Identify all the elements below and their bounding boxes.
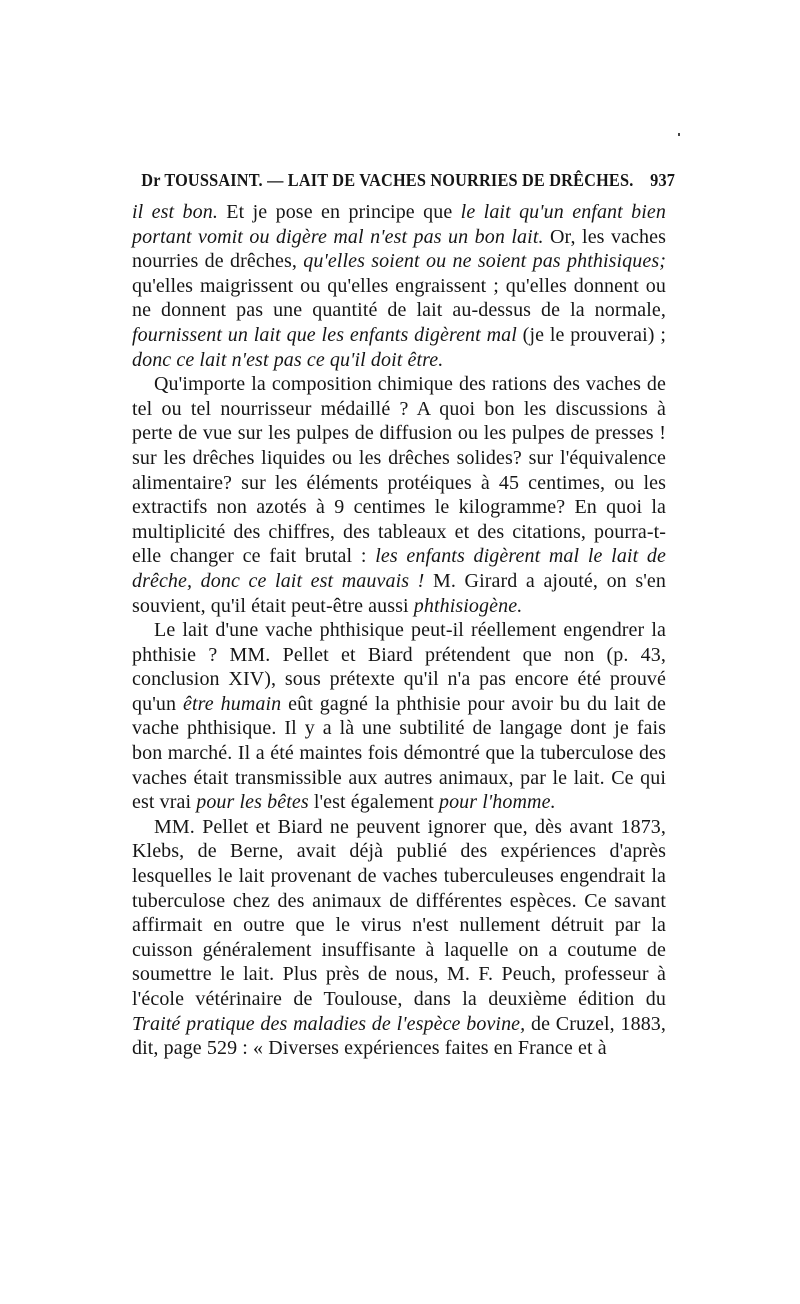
italic-run: Traité pratique des maladies de l'espèce bovine,: [132, 1012, 526, 1035]
paragraph: [132, 815, 666, 1061]
italic-run: phthisiogène.: [413, 594, 523, 617]
text-run: qu'elles maigrissent ou qu'elles engraissent ; qu'elles donnent ou ne donnent pas une quantité de lait au-dessus de la normale,: [132, 274, 666, 322]
text-run: l'est également: [308, 791, 439, 814]
page-number: 937: [650, 170, 676, 190]
text-run: eût gagné la phthisie pour avoir bu du lait de vache phthisique. Il y a là une subtilité de langage dont je fais bon marché. Il a été maintes fois démontré que la tuberculose des vaches était transmissible aux autres animaux, par le lait. Ce qui est vrai: [132, 692, 666, 814]
italic-run: fournissent un lait que les enfants digèrent mal: [132, 323, 517, 346]
italic-run: donc ce lait n'est pas ce qu'il doit être.: [132, 348, 444, 371]
italic-run: les enfants digèrent mal le lait de drêche, donc ce lait est mauvais !: [132, 545, 666, 592]
text-run: Qu'importe la composition chimique des rations des vaches de tel ou tel nourrisseur médaillé ? A quoi bon les discussions à perte de vue sur les pulpes de diffusion ou les pulpes de presses ! sur les drêches liquides ou les drêches solides? sur l'équivalence alimentaire? sur les éléments protéiques à 45 centimes, ou les extractifs non azotés à 9 centimes le kilogramme? En quoi la multiplicité des chiffres, des tableaux et des citations, pourra-t-elle changer ce fait brutal :: [132, 373, 666, 568]
paragraph: [132, 372, 666, 618]
italic-run: il est bon.: [132, 201, 218, 223]
page-header: [132, 170, 675, 200]
book-page: [132, 170, 676, 1061]
text-run: (je le prouverai) ;: [516, 323, 666, 346]
text-run: Or, les vaches nourries de drêches,: [132, 225, 666, 273]
running-head: Dr TOUSSAINT. — LAIT DE VACHES NOURRIES DE DRÊCHES.: [141, 170, 634, 190]
stray-ink-mark: [678, 133, 680, 136]
text-run: de Cruzel, 1883, dit, page 529 : « Diverses expériences faites en France et à: [132, 1012, 667, 1060]
paragraph: [132, 200, 666, 372]
italic-run: être humain: [183, 692, 282, 715]
text-run: Le lait d'une vache phthisique peut-il réellement engendrer la phthisie ? MM. Pellet et Biard prétendent que non (p. 43, conclusion XIV), sous prétexte qu'il n'a pas encore été prouvé qu'un: [132, 619, 666, 715]
italic-run: qu'elles soient ou ne soient pas phthisiques;: [303, 250, 666, 273]
text-run: MM. Pellet et Biard ne peuvent ignorer que, dès avant 1873, Klebs, de Berne, avait déjà publié des expériences d'après lesquelles le lait provenant de vaches tuberculeuses engendrait la tuberculose chez des animaux de différentes espèces. Ce savant affirmait en outre que le virus n'est nullement détruit par la cuisson généralement insuffisante à laquelle on a coutume de soumettre le lait. Plus près de nous, M. F. Peuch, professeur à l'école vétérinaire de Toulouse, dans la deuxième édition du: [132, 815, 666, 1010]
text-run: Et je pose en principe que: [217, 201, 461, 223]
text-run: M. Girard a ajouté, on s'en souvient, qu'il était peut-être aussi: [132, 569, 666, 617]
paragraph: [132, 618, 666, 815]
italic-run: le lait qu'un enfant bien portant vomit ou digère mal n'est pas un bon lait.: [132, 201, 666, 248]
body-text: [132, 200, 666, 1061]
italic-run: pour l'homme.: [438, 791, 556, 814]
italic-run: pour les bêtes: [196, 791, 309, 814]
